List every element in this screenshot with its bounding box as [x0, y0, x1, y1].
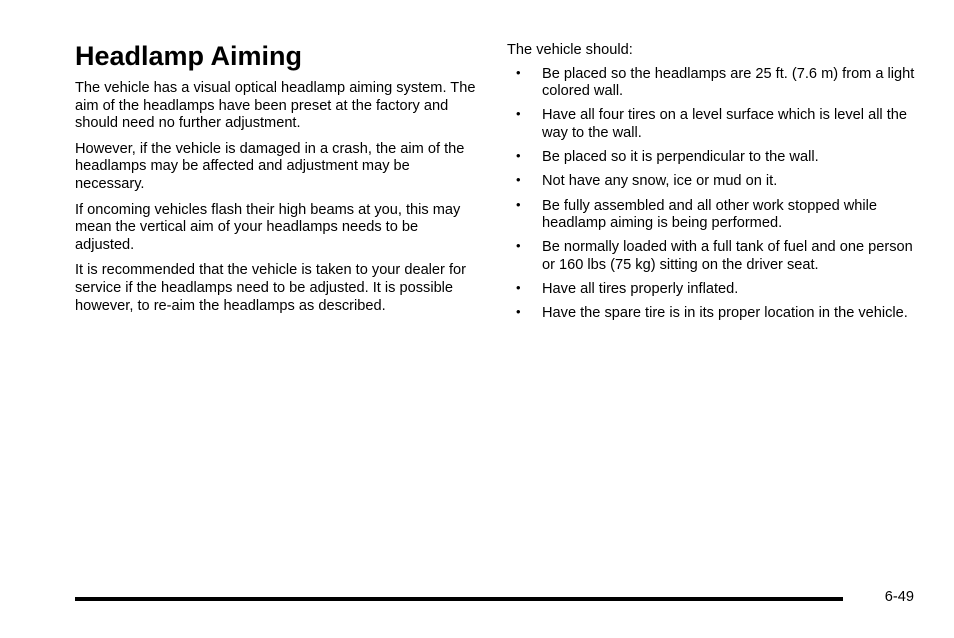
bullet-icon: •	[516, 304, 521, 320]
list-item-text: Have all tires properly inflated.	[542, 281, 739, 298]
list-item-text: Not have any snow, ice or mud on it.	[542, 173, 778, 190]
bullet-icon: •	[516, 172, 521, 188]
list-item-text: Be placed so the headlamps are 25 ft. (7.6 m) from a light colored wall.	[542, 65, 915, 100]
list-item-text: Be normally loaded with a full tank of fuel and one person or 160 lbs (75 kg) sitting on the driver seat.	[542, 239, 913, 273]
page-title: Headlamp Aiming	[75, 41, 303, 71]
bullet-icon: •	[516, 64, 521, 80]
list-item	[507, 107, 917, 142]
list-item-text: Be placed so it is perpendicular to the wall.	[542, 149, 819, 166]
bullet-icon: •	[516, 106, 521, 122]
body-paragraph: However, if the vehicle is damaged in a crash, the aim of the headlamps may be affected and adjustment may be necessary.	[75, 140, 465, 192]
list-item-text: Be fully assembled and all other work stopped while headlamp aiming is being performed.	[542, 197, 878, 232]
list-item-text: Have the spare tire is in its proper location in the vehicle.	[542, 305, 908, 322]
bullet-icon: •	[516, 280, 521, 296]
bullet-icon: •	[516, 196, 521, 212]
requirements-list	[507, 66, 917, 323]
list-item	[507, 173, 917, 191]
requirements-intro: The vehicle should:	[507, 42, 633, 58]
bullet-icon: •	[516, 238, 521, 254]
list-item	[507, 198, 917, 233]
list-item	[507, 239, 917, 274]
list-item	[507, 305, 917, 323]
page-number: 6-49	[884, 589, 914, 605]
body-paragraph: If oncoming vehicles flash their high beams at you, this may mean the vertical aim of your headlamps needs to be adjusted.	[75, 201, 461, 253]
left-column	[75, 40, 477, 323]
right-column	[507, 42, 917, 329]
list-item	[507, 149, 917, 167]
list-item	[507, 66, 917, 101]
footer-rule	[75, 597, 843, 601]
body-paragraph: It is recommended that the vehicle is taken to your dealer for service if the headlamps need to be adjusted. It is possible however, to re-aim the headlamps as described.	[75, 262, 466, 314]
body-paragraph: The vehicle has a visual optical headlamp aiming system. The aim of the headlamps have been preset at the factory and should need no further adjustment.	[75, 80, 476, 132]
list-item	[507, 281, 917, 299]
list-item-text: Have all four tires on a level surface which is level all the way to the wall.	[542, 107, 908, 141]
bullet-icon: •	[516, 148, 521, 164]
